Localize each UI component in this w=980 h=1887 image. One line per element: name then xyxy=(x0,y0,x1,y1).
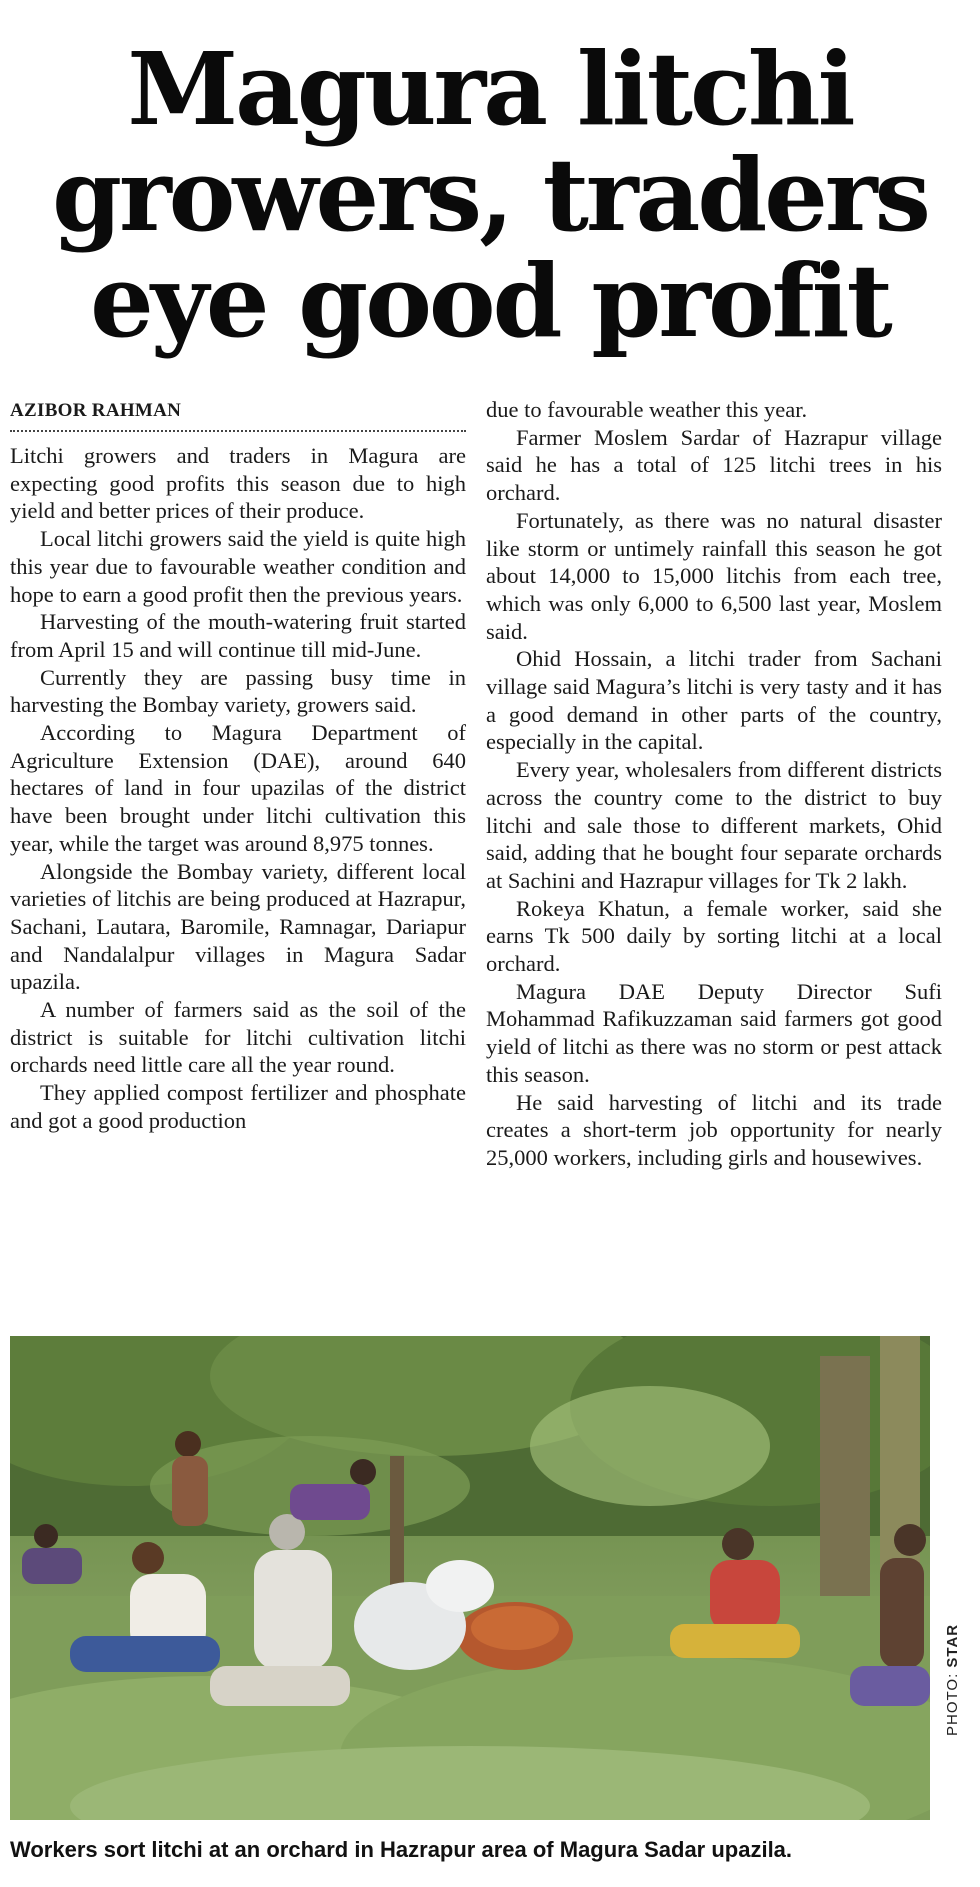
paragraph: Rokeya Khatun, a female worker, said she earns Tk 500 daily by sorting litchi at a local orchard. xyxy=(486,895,942,977)
headline-line-3: eye good profit xyxy=(90,242,890,360)
paragraph: He said harvesting of litchi and its trade creates a short-term job opportunity for nearly 25,000 workers, including girls and housewives. xyxy=(486,1089,942,1170)
paragraph: Magura DAE Deputy Director Sufi Mohammad Rafikuzzaman said farmers got good yield of litchi as there was no storm or pest attack this season. xyxy=(486,978,942,1087)
paragraph: Currently they are passing busy time in harvesting the Bombay variety, growers said. xyxy=(10,664,466,718)
paragraph: A number of farmers said as the soil of the district is suitable for litchi cultivation litchi orchards need little care all the year round. xyxy=(10,997,466,1078)
paragraph-continued: due to favourable weather this year. xyxy=(486,397,808,422)
headline xyxy=(0,30,980,360)
paragraph: Litchi growers and traders in Magura are expecting good profits this season due to high yield and better prices of their produce. xyxy=(10,443,466,524)
headline-line-2: growers, traders xyxy=(52,136,928,254)
photo-caption: Workers sort litchi at an orchard in Hazrapur area of Magura Sadar upazila. xyxy=(10,1837,793,1862)
paragraph: They applied compost fertilizer and phosphate and got a good production xyxy=(10,1080,466,1133)
paragraph: According to Magura Department of Agriculture Extension (DAE), around 640 hectares of land in four upazilas of the district have been brought under litchi cultivation this year, while the target was around 8,975 tonnes. xyxy=(10,720,466,856)
paragraph: Local litchi growers said the yield is quite high this year due to favourable weather condition and hope to earn a good profit then the previous years. xyxy=(10,526,466,607)
article-column-right xyxy=(486,396,942,1172)
paragraph: Harvesting of the mouth-watering fruit started from April 15 and will continue till mid-June. xyxy=(10,609,466,662)
headline-line-1: Magura litchi xyxy=(127,30,853,148)
paragraph: Ohid Hossain, a litchi trader from Sachani village said Magura’s litchi is very tasty and it has a good demand in other parts of the country, especially in the capital. xyxy=(486,646,942,755)
paragraph: Alongside the Bombay variety, different local varieties of litchis are being produced at Hazrapur, Sachani, Lautara, Baromile, Ramnagar, Dariapur and Nandalalpur villages in Magura Sadar upazila. xyxy=(10,858,466,995)
photo-credit-prefix: PHOTO: xyxy=(944,1667,961,1736)
photo-credit-source: STAR xyxy=(944,1623,961,1668)
paragraph: Every year, wholesalers from different districts across the country come to the district to buy litchi and sale those to different markets, Ohid said, adding that he bought four separate orchards at Sachini and Hazrapur villages for Tk 2 lakh. xyxy=(486,757,942,893)
paragraph: Fortunately, as there was no natural disaster like storm or untimely rainfall this season he got about 14,000 to 15,000 litchis from each tree, which was only 6,000 to 6,500 last year, Moslem said. xyxy=(486,507,942,644)
orchard-photo xyxy=(10,1336,930,1820)
article-column-left xyxy=(10,398,466,1135)
byline: AZIBOR RAHMAN xyxy=(10,398,466,432)
orchard-photo-illustration xyxy=(10,1336,930,1820)
paragraph: Farmer Moslem Sardar of Hazrapur village said he has a total of 125 litchi trees in his orchard. xyxy=(486,424,942,506)
photo-credit xyxy=(944,1624,961,1736)
